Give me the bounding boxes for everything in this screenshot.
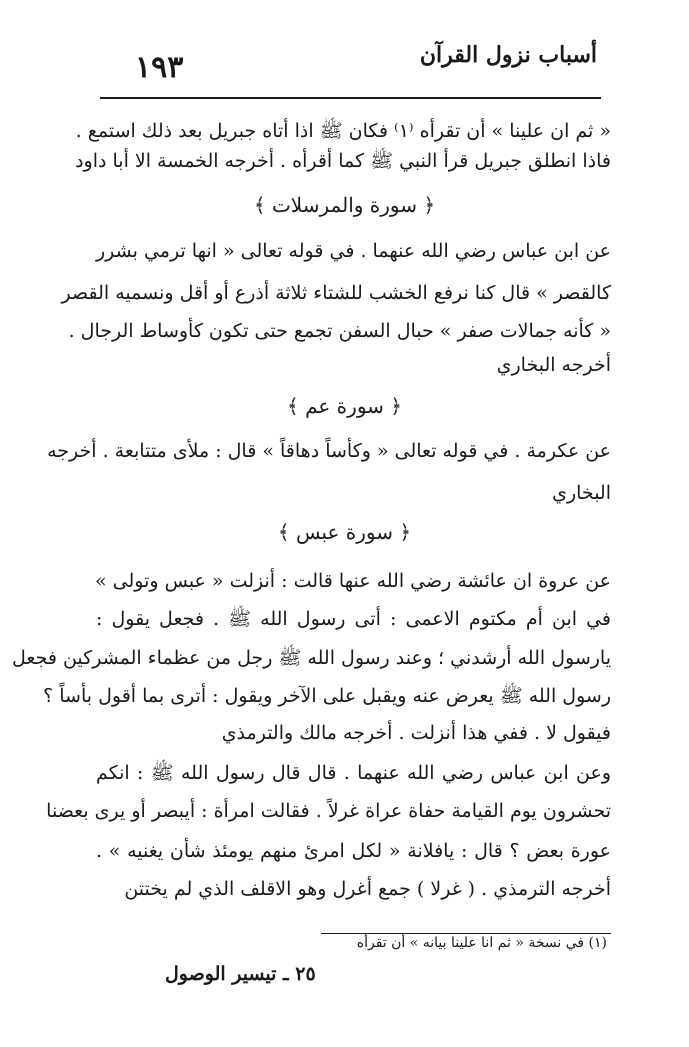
text-line: كالقصر » قال كنا نرفع الخشب للشتاء ثلاثة أذرع أو أقل ونسميه القصر (61, 282, 611, 304)
text-line: وعن ابن عباس رضي الله عنهما . قال قال رسول الله ﷺ : انكم (96, 762, 611, 784)
text-line: رسول الله ﷺ يعرض عنه ويقبل على الآخر ويقول : أترى بما أقول بأساً ؟ (43, 685, 611, 707)
surah-heading-amma: ﴿ سورة عم ﴾ (287, 394, 402, 418)
surah-heading-abasa: ﴿ سورة عبس ﴾ (277, 520, 412, 544)
text-line: في ابن أم مكتوم الاعمى : أتى رسول الله ﷺ . فجعل يقول : (96, 608, 611, 630)
text-line: عورة بعض ؟ قال : يافلانة « لكل امرئ منهم يومئذ شأن يغنيه » . (96, 840, 611, 862)
text-line: عن عروة ان عائشة رضي الله عنها قالت : أنزلت « عبس وتولى » (94, 570, 611, 592)
header-rule (100, 97, 601, 99)
text-line: « كأنه جمالات صفر » حبال السفن تجمع حتى تكون كأوساط الرجال . (68, 320, 611, 342)
printer-signature: ٢٥ ـ تيسير الوصول (165, 963, 316, 985)
footnote-rule (321, 933, 611, 934)
text-line: تحشرون يوم القيامة حفاة عراة غرلاً . فقالت امرأة : أيبصر أو يرى بعضنا (46, 800, 611, 822)
text-line: فيقول لا . ففي هذا أنزلت . أخرجه مالك والترمذي (221, 722, 611, 744)
running-title: أسباب نزول القرآن (419, 42, 597, 68)
text-line: عن عكرمة . في قوله تعالى « وكأساً دهاقاً » قال : ملأى متتابعة . أخرجه (47, 440, 611, 462)
text-line: فاذا انطلق جبريل قرأ النبي ﷺ كما أقرأه . أخرجه الخمسة الا أبا داود (75, 150, 611, 172)
surah-heading-mursalat: ﴿ سورة والمرسلات ﴾ (253, 193, 436, 217)
text-line: يارسول الله أرشدني ؛ وعند رسول الله ﷺ رجل من عظماء المشركين فجعل (12, 647, 611, 669)
text-line: أخرجه البخاري (496, 354, 611, 376)
text-line: « ثم ان علينا » أن تقرأه ⁽١⁾ فكان ﷺ اذا أتاه جبريل بعد ذلك استمع . (75, 120, 611, 142)
page-number: ١٩٣ (135, 50, 184, 85)
text-line: عن ابن عباس رضي الله عنهما . في قوله تعالى « انها ترمي بشرر (96, 240, 611, 262)
footnote: (١) في نسخة « ثم انا علينا بيانه » أن تقرأه (356, 935, 607, 951)
text-line: أخرجه الترمذي . ( غرلا ) جمع أغرل وهو الاقلف الذي لم يختتن (124, 878, 611, 900)
text-line: البخاري (552, 482, 611, 504)
